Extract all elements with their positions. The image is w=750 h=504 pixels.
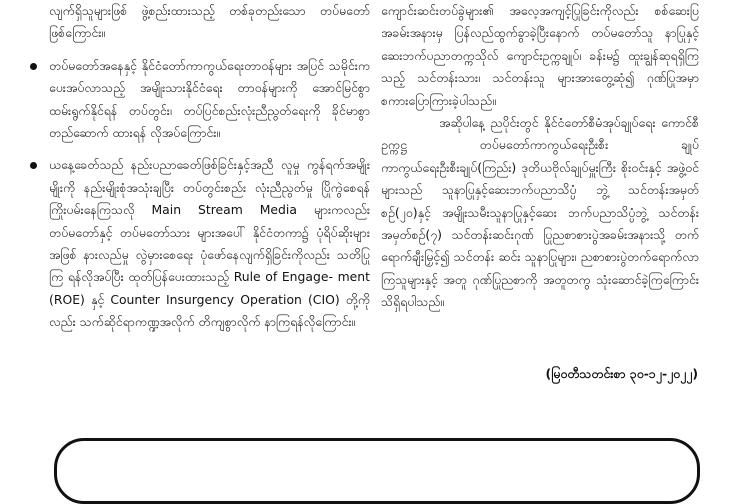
bullet-item-1 — [28, 55, 370, 145]
left-top-fragment: လျက်ရှိသူများဖြစ် ဖွဲ့စည်းထားသည့် တစ်ခုတည်းသော တပ်မတော်ဖြစ်ကြောင်း။ — [49, 3, 370, 41]
bullet-text-1: တပ်မတော်အနေနှင့် နိုင်ငံတော်ကာကွယ်ရေးတာဝန်များ အပြင် သမိုင်းကပေးအပ်လာသည့် အမျိုးသားနိုင်ငံရေး တာဝန်များကို အောင်မြင်စွာထမ်းရွက်နိုင်ရန် တပ်တွင်း၊ တပ်ပြင်စည်းလုံးညီညွတ်ရေးကို ခိုင်မာစွာ တည်ဆောက် ထားရန် လိုအပ်ကြောင်း။ — [49, 57, 370, 141]
news-source-citation: (မြဝတီသတင်းစာ ၃၀-၁၂-၂၀၂၂) — [545, 366, 698, 381]
bottom-rounded-frame — [54, 438, 700, 504]
left-column — [28, 0, 370, 334]
right-column — [381, 0, 699, 314]
bullet-text-2: ယနေ့ခေတ်သည် နည်းပညာခေတ်ဖြစ်ခြင်းနှင့်အညီ လူမှု ကွန်ရက်အမျိုးမျိုးကို နည်းမျိုးစုံအသုံးချပြီး တပ်တွင်းစည်း လုံးညီညွတ်မှု ပြိုကွဲစေရန်ကြိုးပမ်းနေကြသလို Main Stream Media များကလည်း တပ်မတော်နှင့် တပ်မတော်သား များအပေါ် နိုင်ငံတကာ၌ ပုံရိပ်ဆိုးများအဖြစ် နားလည်မှု လွဲမှားစေရေး ပုံဖော်နေလျက်ရှိခြင်းကိုလည်း သတိပြုကြ ရန်လိုအပ်ပြီး ထုတ်ပြန်ပေးထားသည့် Rule of Engage- ment (ROE) နှင့် Counter Insurgency Operation (CIO) တို့ကိုလည်း သက်ဆိုင်ရာကဏ္ဍအလိုက် တိကျစွာလိုက် နာကြရန်လိုကြောင်း။ — [49, 157, 370, 330]
bullet-dot-icon — [30, 162, 37, 169]
bullet-dot-icon — [30, 63, 37, 70]
right-paragraph: အဆိုပါနေ့ ညပိုင်းတွင် နိုင်ငံတော်စီမံအုပ်ချုပ်ရေး ကောင်စီဥက္ကဋ္ဌ တပ်မတော်ကာကွယ်ရေးဦးစီး ချုပ် ကာကွယ်ရေးဦးစီးချုပ်(ကြည်း) ဒုတိယဗိုလ်ချုပ်မှူးကြီး စိုးဝင်းနှင့် အဖွဲ့ဝင်များသည် သူနာပြုနှင့်ဆေးဘက်ပညာသိပ္ပံ ဘွဲ့ သင်တန်းအမှတ်စဉ်(၂၀)နှင့် အမျိုးသမီးသူနာပြုနှင့်ဆေး ဘက်ပညာသိပ္ပံဘွဲ့ သင်တန်းအမှတ်စဉ်(၇) သင်တန်းဆင်းဂုဏ် ပြုညစာစားပွဲအခမ်းအနားသို့ တက်ရောက်ချီးမြှင့်၍ သင်တန်း ဆင်း သူနာပြုများ၊ ညစာစားပွဲတက်ရောက်လာကြသူများနှင့် အတူ ဂုဏ်ပြုညစာကို အတူတကွ သုံးဆောင်ခဲ့ကြကြောင်း သိရှိရပါသည်။ — [381, 115, 699, 310]
right-continuation-text: ကျောင်းဆင်းတပ်ခွဲများ၏ အလေ့အကျင့်ပြုခြင်းကိုလည်း စစ်ဆေးပြ အခမ်းအနားမှ ပြန်လည်ထွက်ခွာခဲ့ပြီးနောက် တပ်မတော်သူ နာပြုနှင့် ဆေးဘက်ပညာတက္ကသိုလ် ကျောင်းဥက္ကချုပ်၊ ခန်းမ၌ ထူးချွန်ဆုရရှိကြသည့် သင်တန်းသား၊ သင်တန်းသူ များအားတွေ့ဆုံ၍ ဂုဏ်ပြုအမှာစကားပြောကြားခဲ့ပါသည်။ — [381, 3, 699, 108]
bullet-item-2 — [28, 154, 370, 333]
